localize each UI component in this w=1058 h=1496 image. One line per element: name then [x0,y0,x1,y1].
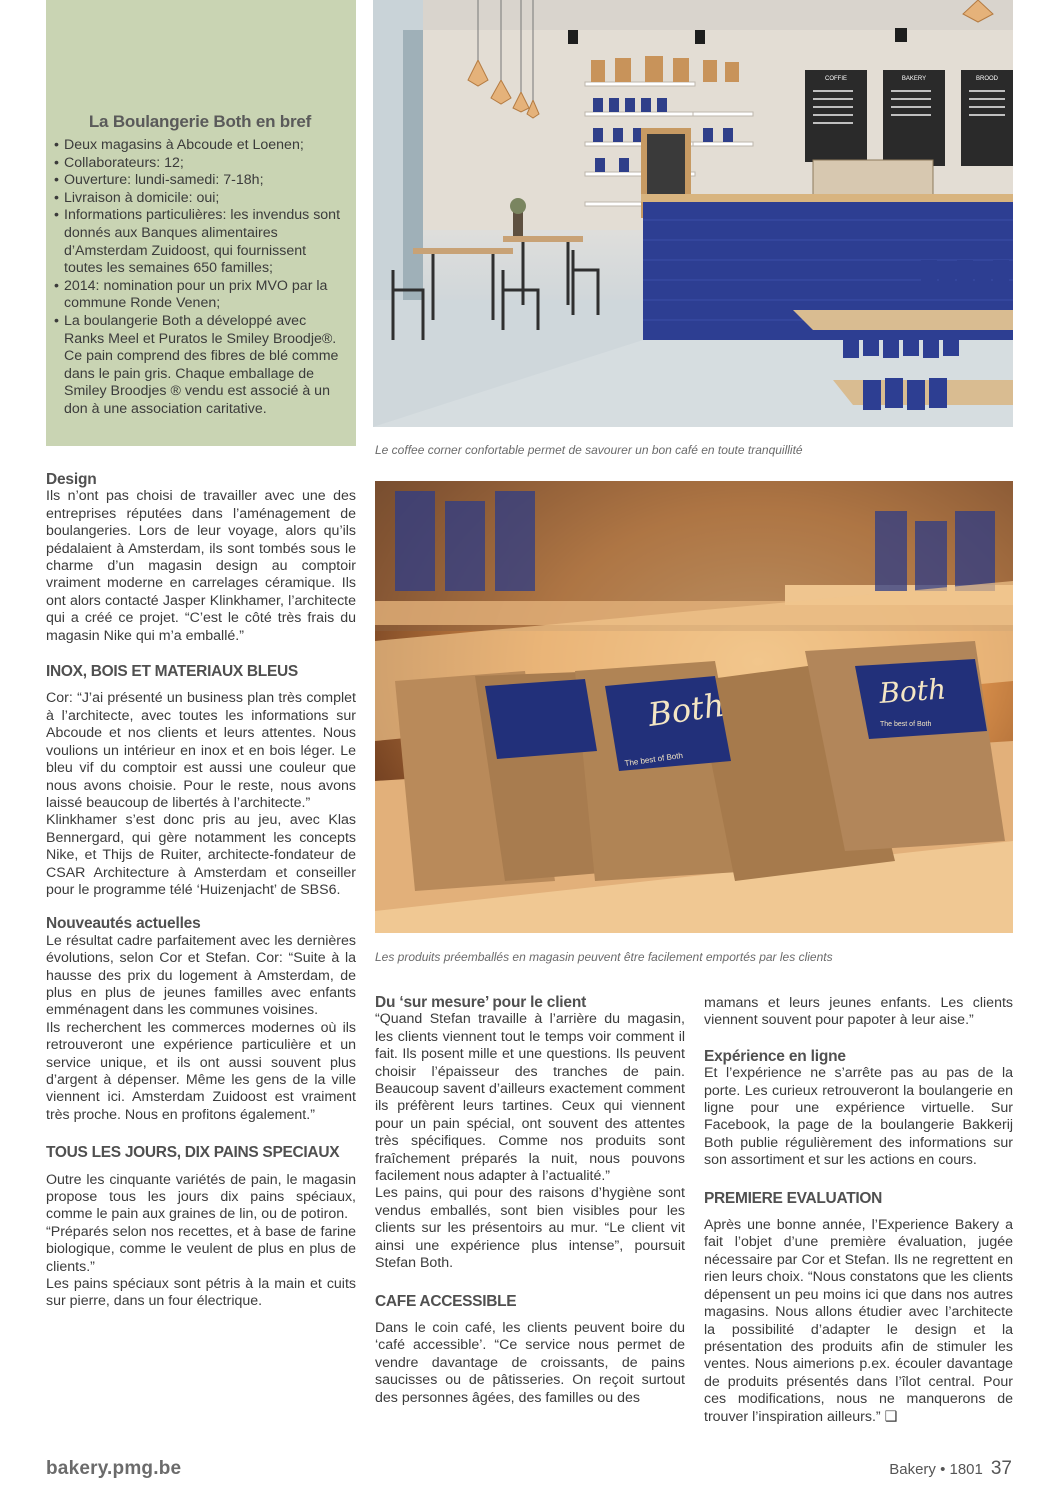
site-url: bakery.pmg.be [46,1458,182,1479]
paragraph: Outre les cinquante variétés de pain, le magasin propose tous les jours dix pains spéciaux, comme le pain aux graines de lin, ou de potiron. [46,1171,356,1223]
paragraph [704,1217,1013,1426]
list-item: • La boulangerie Both a développé avec Ranks Meel et Puratos le Smiley Broodje®. Ce pain comprend des fibres de blé comme dans le pain gris. Chaque emballage de Smiley Broodjes ® vendu est associé à un don à une association caritative. [54,313,346,419]
bag-brand-label: Both [878,672,948,710]
paragraph: Klinkhamer s’est donc pris au jeu, avec Klas Bennergard, qui gère notamment les concepts Nike, et Thijs de Ruiter, architecte-fondateur de CSAR Architecture à Amsterdam et conseiller pour le programme télé ‘Huizenjacht’ de SBS6. [46,812,356,898]
bakery-interior-illustration [373,0,1013,427]
paragraph-text: Après une bonne année, l’Experience Bakery a fait l’objet d’une première évaluation, jugée nécessaire par Cor et Stefan. Ils ne regrettent en rien leurs choix. “Nous constatons que les clients dépensent un peu moins ici que dans nos autres magasins. Nous allons étudier avec l’architecte la possibilité d’adapter le design et la présentation des produits afin de stimuler les ventes. Nous aimerions p.ex. écouler davantage de produits présentés dans l’îlot central. Pour ces modifications, nous ne manquerons de trouver l’inspiration ailleurs.” [704,1217,1013,1425]
paragraph: mamans et leurs jeunes enfants. Les clients viennent souvent pour papoter à leur aise.” [704,995,1013,1029]
paragraph: “Préparés selon nos recettes, et à base de farine biologique, comme le veulent de plus en plus de clients.” [46,1223,356,1275]
list-item: • 2014: nomination pour un prix MVO par la commune Ronde Venen; [54,278,346,313]
article-column-1 [46,471,356,1311]
photo-caption: Le coffee corner confortable permet de savourer un bon café en toute tranquillité [375,443,803,457]
paragraph: Ils n’ont pas choisi de travailler avec une des entreprises réputées dans l’aménagement de boulangeries. Lors de leur voyage, alors qu’ils pédalaient à Amsterdam, ils sont tombés sous le charme d’un magasin design au comptoir vraiment moderne en carrelages céramique. Ils ont alors contacté Jasper Klinkhamer, l’architecte qui a créé ce projet. “C’est le côté très frais du magasin Nike qui m’a emballé.” [46,488,356,644]
end-mark-icon: ❑ [884,1408,898,1425]
article-column-2 [375,994,685,1407]
paragraph: Les pains spéciaux sont pétris à la main et cuits sur pierre, dans un four électrique. [46,1276,356,1310]
section-heading: PREMIERE EVALUATION [704,1189,883,1207]
bag-brand-label: Both [645,685,727,734]
list-item: • Deux magasins à Abcoude et Loenen; [54,137,346,155]
menu-board-label: BROOD [975,76,999,82]
list-item: • Livraison à domicile: oui; [54,190,346,208]
bag-tagline: The best of Both [880,721,932,728]
section-heading: CAFE ACCESSIBLE [375,1292,517,1310]
info-box-title: La Boulangerie Both en bref [88,112,312,131]
list-item: • Ouverture: lundi-samedi: 7-18h; [54,172,346,190]
paragraph: Et l’expérience ne s’arrête pas au pas de la porte. Les curieux retrouveront la boulangerie en ligne pour une expérience virtuelle. Sur Facebook, la page de la boulangerie Bakkerij Both publie régulièrement des informations sur son assortiment et sur les actions en cours. [704,1065,1013,1169]
issue-label: Bakery • 1801 [889,1461,983,1478]
section-heading: TOUS LES JOURS, DIX PAINS SPECIAUX [46,1144,340,1162]
list-item: • Collaborateurs: 12; [54,155,346,173]
paragraph: Ils recherchent les commerces modernes où ils retrouveront une expérience particulière et un service unique, et ils ont aussi souvent plus d’argent à dépenser. Même les gens de la ville viennent ici. Amsterdam Zuidoost est vraiment très proche. Nous en profitons également.” [46,1019,356,1123]
page-number: 37 [990,1458,1012,1479]
paragraph: Le résultat cadre parfaitement avec les dernières évolutions, selon Cor et Stefan. Cor: “Suite à la hausse des prix du logement à Amsterdam, de plus en plus de jeunes familles avec enfants emménagent dans les communes voisines. [46,932,356,1019]
page-footer [889,1458,1012,1480]
paragraph: “Quand Stefan travaille à l’arrière du magasin, les clients viennent tout le temps voir comment il fait. Ils posent mille et une questions. Ils peuvent choisir l’épaisseur des tranches de pain. Beaucoup savent d’ailleurs exactement comment ils préfèrent leurs tartines. Ceux qui viennent pour un pain spécial, ont souvent des attentes très spécifiques. Comme nos produits sont fraîchement préparés la nuit, nous pouvons facilement nous adapter à l’actualité.” [375,1011,685,1185]
list-item: • Informations particulières: les invendus sont donnés aux Banques alimentaires d’Amsterdam Zuidoost, qui fournissent toutes les semaines 650 familles; [54,207,346,277]
menu-board-label: BAKERY [901,76,927,82]
paragraph: Cor: “J’ai présenté un business plan très complet à l’architecte, avec toutes les informations sur Abcoude et nos clients et leurs attentes. Nous voulions un intérieur en inox et en bois léger. Le bleu vif du comptoir est aussi une couleur que nous avons choisie. Pour le reste, nous avons laissé beaucoup de libertés à l’architecte.” [46,690,356,811]
menu-board-label: COFFIE [825,76,847,82]
photo-caption: Les produits préemballés en magasin peuvent être facilement emportés par les clients [375,950,833,964]
info-box [46,0,356,446]
section-heading: INOX, BOIS ET MATERIAUX BLEUS [46,663,298,681]
bakery-interior-photo [373,0,1013,427]
info-box-list [54,137,346,419]
paragraph: Dans le coin café, les clients peuvent boire du ‘café accessible’. “Ce service nous permet de vendre davantage de croissants, de pains saucisses ou de pâtisseries. On reçoit surtout des personnes âgées, des familles ou des [375,1319,685,1406]
section-heading: Design [46,471,97,488]
paragraph: Les pains, qui pour des raisons d’hygiène sont vendus emballés, sont bien visibles pour les clients sur les présentoirs au mur. “Le client vit ainsi une expérience plus intense”, poursuit Stefan Both. [375,1185,685,1272]
article-column-3 [704,995,1013,1426]
bag-tagline: The best of Both [624,750,684,768]
section-heading: Expérience en ligne [704,1047,846,1065]
packaged-bread-illustration [375,481,1013,933]
section-heading: Nouveautés actuelles [46,915,201,933]
packaged-bread-photo [375,481,1013,933]
section-heading: Du ‘sur mesure’ pour le client [375,994,587,1011]
